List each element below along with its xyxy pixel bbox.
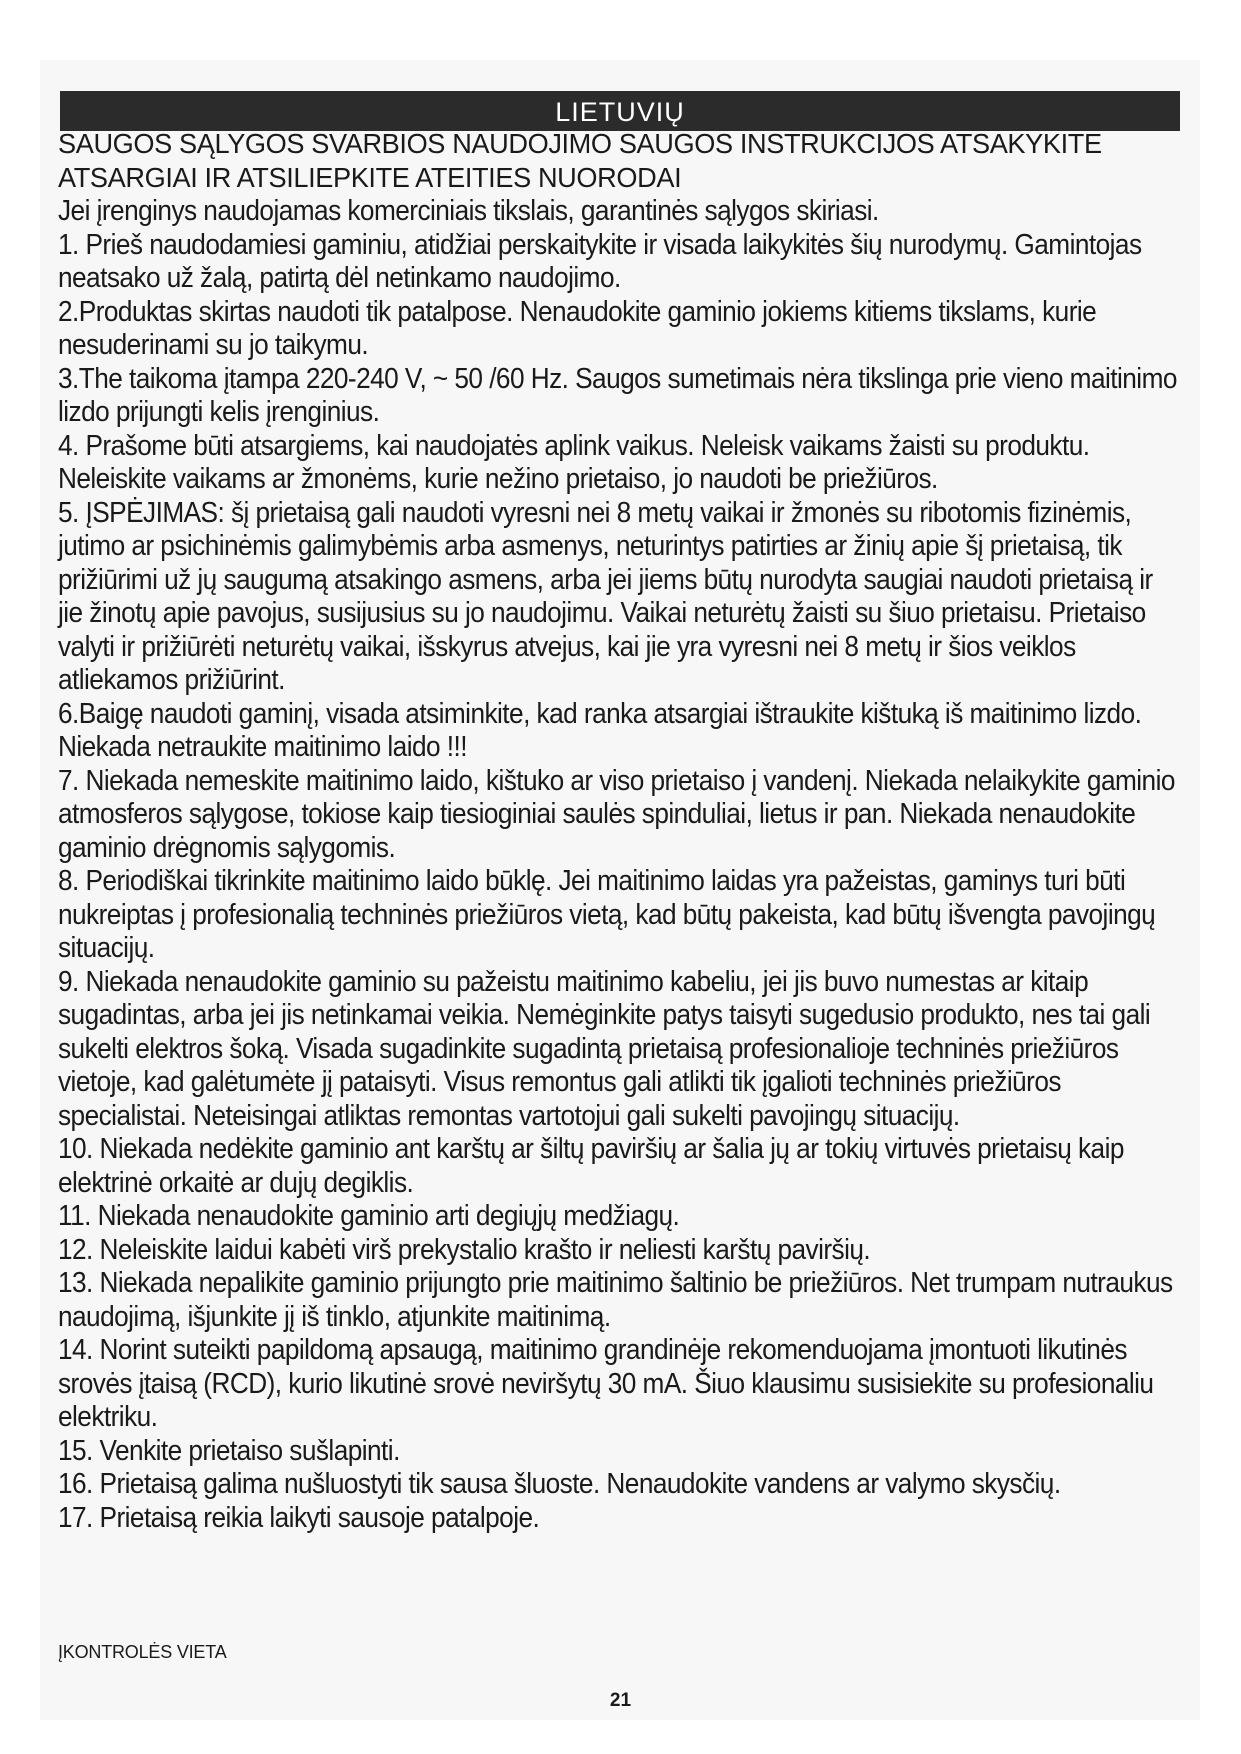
commercial-use-note: Jei įrenginys naudojamas komerciniais tikslais, garantinės sąlygos skiriasi. (58, 195, 879, 227)
instruction-item-3: 3.The taikoma įtampa 220-240 V, ~ 50 /60 Hz. Saugos sumetimais nėra tikslinga prie vieno maitinimo lizdo prijungti kelis įrenginius. (58, 362, 1177, 428)
instruction-item-9: 9. Niekada nenaudokite gaminio su pažeistu maitinimo kabeliu, jei jis buvo numestas ar kitaip sugadintas, arba jei jis netinkamai veikia. Nemėginkite patys taisyti sugedusio produkto, nes tai gali sukelti elektros šoką. Visada sugadinkite sugadintą prietaisą profesionalioje techninės priežiūros vietoje, kad galėtumėte jį pataisyti. Visus remontus gali atlikti tik įgalioti techninės priežiūros specialistai. Neteisingai atliktas remontas vartotojui gali sukelti pavojingų situacijų. (58, 965, 1151, 1132)
instruction-item-10: 10. Niekada nedėkite gaminio ant karštų ar šiltų paviršių ar šalia jų ar tokių virtuvės prietaisų kaip elektrinė orkaitė ar dujų degiklis. (58, 1133, 1124, 1199)
control-point-note: ĮKONTROLĖS VIETA (58, 1642, 227, 1662)
instruction-item-11: 11. Niekada nenaudokite gaminio arti degiųjų medžiagų. (58, 1200, 680, 1232)
instruction-item-16: 16. Prietaisą galima nušluostyti tik sausa šluoste. Nenaudokite vandens ar valymo skysčių. (58, 1468, 1061, 1500)
safety-heading: SAUGOS SĄLYGOS SVARBIOS NAUDOJIMO SAUGOS INSTRUKCIJOS ATSAKYKITE ATSARGIAI IR ATSILIEPKITE ATEITIES NUORODAI (58, 128, 1102, 193)
instruction-item-13: 13. Niekada nepalikite gaminio prijungto prie maitinimo šaltinio be priežiūros. Net trumpam nutraukus naudojimą, išjunkite jį iš tinklo, atjunkite maitinimą. (58, 1267, 1173, 1333)
instruction-item-17: 17. Prietaisą reikia laikyti sausoje patalpoje. (58, 1501, 540, 1534)
language-header-bar (60, 91, 1180, 131)
instruction-item-5: 5. ĮSPĖJIMAS: šį prietaisą gali naudoti vyresni nei 8 metų vaikai ir žmonės su ribotomis fizinėmis, jutimo ar psichinėmis galimybėmis arba asmenys, neturintys patirties ar žinių apie šį prietaisą, tik prižiūrimi už jų saugumą atsakingo asmens, arba jei jiems būtų nurodyta saugiai naudoti prietaisą ir jie žinotų apie pavojus, susijusius su jo naudojimu. Vaikai neturėtų žaisti su šiuo prietaisu. Prietaiso valyti ir prižiūrėti neturėtų vaikai, išskyrus atvejus, kai jie yra vyresni nei 8 metų ir šios veiklos atliekamos prižiūrint. (58, 496, 1153, 696)
language-title: LIETUVIŲ (555, 97, 685, 127)
instruction-item-4: 4. Prašome būti atsargiems, kai naudojatės aplink vaikus. Neleisk vaikams žaisti su produktu. Neleiskite vaikams ar žmonėms, kurie nežino prietaiso, jo naudoti be priežiūros. (58, 429, 1090, 495)
instruction-item-12: 12. Neleiskite laidui kabėti virš prekystalio krašto ir neliesti karštų paviršių. (58, 1233, 871, 1266)
instruction-item-15: 15. Venkite prietaiso sušlapinti. (58, 1434, 400, 1467)
instruction-item-2: 2.Produktas skirtas naudoti tik patalpose. Nenaudokite gaminio jokiems kitiems tikslams, kurie nesuderinami su jo taikymu. (58, 295, 1097, 361)
instruction-item-6: 6.Baigę naudoti gaminį, visada atsiminkite, kad ranka atsargiai ištraukite kištuką iš maitinimo lizdo. Niekada netraukite maitinimo laido !!! (58, 697, 1142, 763)
instruction-item-8: 8. Periodiškai tikrinkite maitinimo laido būklę. Jei maitinimo laidas yra pažeistas, gaminys turi būti nukreiptas į profesionalią techninės priežiūros vietą, kad būtų pakeista, kad būtų išvengta pavojingų situacijų. (58, 865, 1156, 964)
instruction-item-14: 14. Norint suteikti papildomą apsaugą, maitinimo grandinėje rekomenduojama įmontuoti likutinės srovės įtaisą (RCD), kurio likutinė srovė neviršytų 30 mA. Šiuo klausimu susisiekite su profesionaliu elektriku. (58, 1334, 1154, 1433)
instruction-item-7: 7. Niekada nemeskite maitinimo laido, kištuko ar viso prietaiso į vandenį. Niekada nelaikykite gaminio atmosferos sąlygose, tokiose kaip tiesioginiai saulės spinduliai, lietus ir pan. Niekada nenaudokite gaminio drėgnomis sąlygomis. (58, 764, 1175, 864)
page-number: 21 (609, 1690, 632, 1711)
instructions-content (58, 127, 1183, 1535)
instruction-item-1: 1. Prieš naudodamiesi gaminiu, atidžiai perskaitykite ir visada laikykitės šių nurodymų. Gamintojas neatsako už žalą, patirtą dėl netinkamo naudojimo. (58, 228, 1142, 294)
